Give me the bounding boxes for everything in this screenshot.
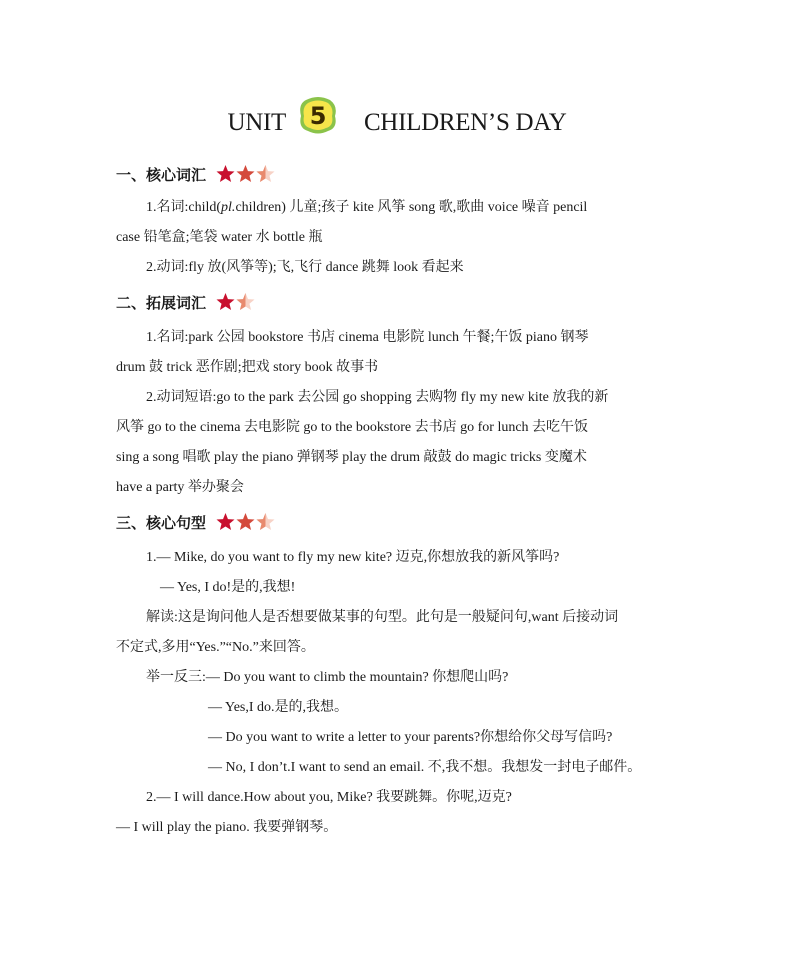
star-icon: [236, 513, 255, 531]
vocab-line: drum 鼓 trick 恶作剧;把戏 story book 故事书: [116, 360, 379, 375]
half-star-icon: [256, 165, 275, 183]
heading-text: 三、核心句型: [116, 513, 207, 532]
vocab-line: 1.名词:park 公园 bookstore 书店 cinema 电影院 lunch 午餐;午饭 piano 钢琴: [146, 330, 589, 345]
star-icon: [216, 293, 235, 311]
half-star-icon: [236, 293, 255, 311]
difficulty-stars: [216, 165, 276, 183]
star-icon: [236, 165, 255, 183]
section-heading-core-sentences: [116, 510, 276, 534]
explanation-line: 解读:这是询问他人是否想要做某事的句型。此句是一般疑问句,want 后接动词: [146, 610, 619, 625]
example-line: — Yes,I do.是的,我想。: [208, 700, 349, 715]
example-line: — No, I don’t.I want to send an email. 不,我不想。我想发一封电子邮件。: [208, 760, 642, 775]
sentence-line: 1.— Mike, do you want to fly my new kite? 迈克,你想放我的新风筝吗?: [146, 550, 560, 565]
unit-name: CHILDREN’S DAY: [363, 109, 567, 136]
vocab-line: sing a song 唱歌 play the piano 弹钢琴 play the drum 敲鼓 do magic tricks 变魔术: [116, 450, 587, 465]
unit-title: [0, 104, 794, 150]
star-icon: [216, 513, 235, 531]
vocab-line: 2.动词:fly 放(风筝等);飞,飞行 dance 跳舞 look 看起来: [146, 260, 464, 275]
explanation-line: 不定式,多用“Yes.”“No.”来回答。: [116, 640, 315, 655]
badge-flower-icon: [298, 96, 338, 134]
unit-number-badge: [298, 96, 338, 134]
section-heading-core-vocab: [116, 162, 276, 186]
sentence-line: — Yes, I do!是的,我想!: [160, 580, 296, 595]
example-line: — Do you want to write a letter to your parents?你想给你父母写信吗?: [208, 730, 613, 745]
vocab-line: case 铅笔盒;笔袋 water 水 bottle 瓶: [116, 230, 323, 245]
difficulty-stars: [216, 293, 256, 311]
vocab-line: have a party 举办聚会: [116, 480, 244, 495]
section-heading-extended-vocab: [116, 290, 256, 314]
star-icon: [216, 165, 235, 183]
heading-text: 二、拓展词汇: [116, 293, 207, 312]
unit-number: 5: [309, 102, 327, 130]
unit-word: UNIT: [227, 109, 287, 136]
heading-text: 一、核心词汇: [116, 165, 207, 184]
sentence-line: 2.— I will dance.How about you, Mike? 我要跳舞。你呢,迈克?: [146, 790, 512, 805]
vocab-line: 1.名词:child(pl.children) 儿童;孩子 kite 风筝 song 歌,歌曲 voice 噪音 pencil: [146, 200, 588, 215]
vocab-line: 风筝 go to the cinema 去电影院 go to the bookstore 去书店 go for lunch 去吃午饭: [116, 420, 589, 435]
example-line: 举一反三:— Do you want to climb the mountain? 你想爬山吗?: [146, 670, 509, 685]
difficulty-stars: [216, 513, 276, 531]
half-star-icon: [256, 513, 275, 531]
sentence-line: — I will play the piano. 我要弹钢琴。: [116, 820, 338, 835]
vocab-line: 2.动词短语:go to the park 去公园 go shopping 去购物 fly my new kite 放我的新: [146, 390, 609, 405]
